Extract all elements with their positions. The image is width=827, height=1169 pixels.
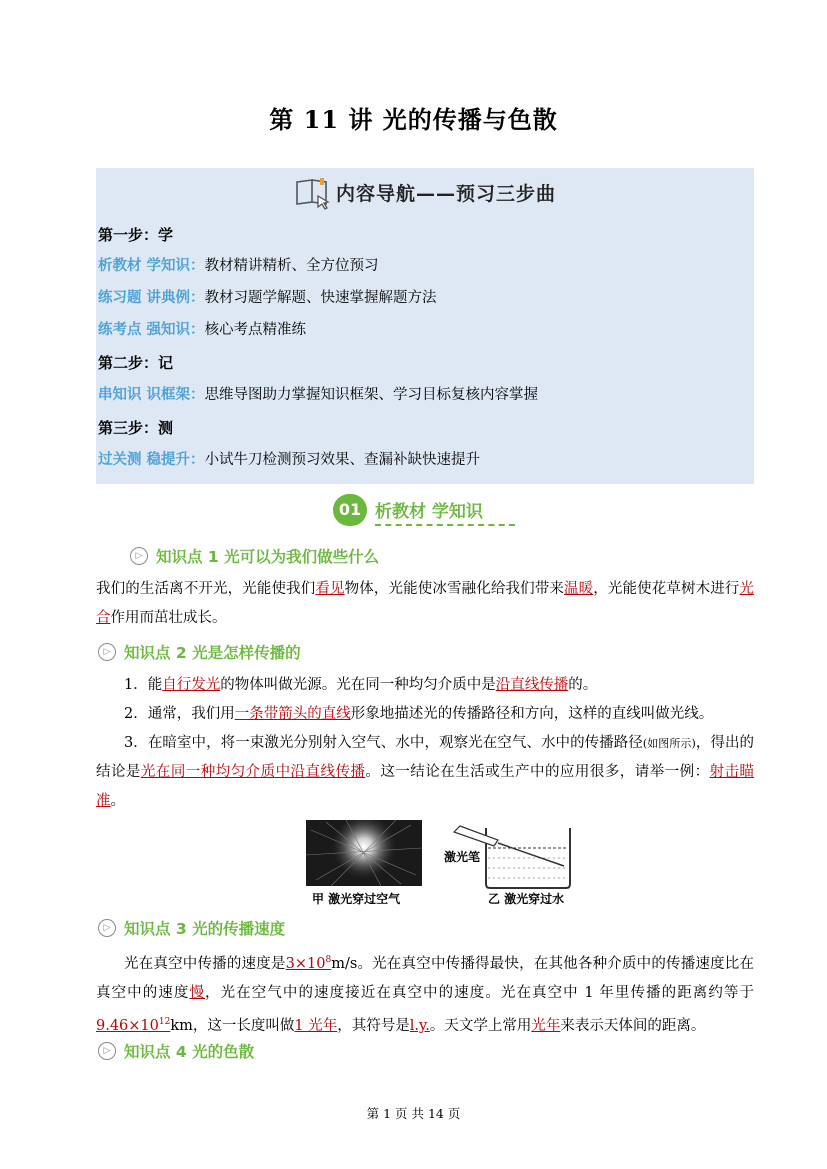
content-navigation-box bbox=[96, 168, 754, 484]
kp2-title: 知识点 2 光是怎样传播的 bbox=[124, 644, 301, 662]
answer: 1 光年 bbox=[294, 1017, 338, 1034]
text: 来表示天体间的距离。 bbox=[560, 1017, 706, 1034]
nav-item-5-text: 小试牛刀检测预习效果、查漏补缺快速提升 bbox=[204, 452, 481, 468]
answer: 慢 bbox=[189, 984, 206, 1001]
kp2-heading bbox=[98, 641, 301, 663]
step-2: 第二步：记 bbox=[98, 354, 174, 372]
text: 形象地描述光的传播路径和方向，这样的直线叫做光线。 bbox=[350, 706, 714, 722]
nav-item-5-key: 过关测 稳提升： bbox=[98, 452, 205, 468]
text: 。天文学上常用 bbox=[429, 1017, 532, 1034]
answer: 光在同一种均匀介质中沿直线传播 bbox=[140, 764, 366, 780]
text: 我们的生活离不开光，光能使我们 bbox=[96, 581, 316, 597]
book-pointer-icon bbox=[294, 174, 334, 210]
text: 物体，光能使冰雪融化给我们带来 bbox=[344, 581, 564, 597]
nav-item-2 bbox=[98, 288, 437, 308]
answer: 射击瞄准 bbox=[96, 764, 755, 809]
figure-b-label: 激光笔 bbox=[444, 850, 481, 864]
text: 3．在暗室中，将一束激光分别射入空气、水中，观察光在空气、水中的传播路径 bbox=[124, 735, 643, 751]
text: ，得出的结论是 bbox=[96, 735, 755, 780]
kp2-item-1 bbox=[96, 671, 754, 700]
text: 。这一结论在生活或生产中的应用很多，请举一例： bbox=[365, 764, 710, 780]
text: 的物体叫做光源。光在同一种均匀介质中是 bbox=[220, 677, 496, 693]
text: 的。 bbox=[568, 677, 598, 693]
kp3-title: 知识点 3 光的传播速度 bbox=[124, 920, 286, 938]
nav-item-1-key: 析教材 学知识： bbox=[98, 258, 205, 274]
nav-item-1 bbox=[98, 256, 379, 276]
section-underline bbox=[375, 524, 515, 526]
nav-item-3 bbox=[98, 320, 306, 340]
answer: 自行发光 bbox=[162, 677, 221, 693]
answer: 光合 bbox=[96, 581, 754, 626]
page-footer: 第 1 页 共 14 页 bbox=[366, 1106, 461, 1121]
text: ，光在空气中的速度接近在真空中的速度。光在真空中 1 年里传播的距离约等于 bbox=[205, 984, 754, 1001]
answer: 看见 bbox=[315, 581, 345, 597]
answer: 一条带箭头的直线 bbox=[234, 706, 351, 722]
text: m/s。光在真空中传播得最快，在其他各种介质中的传播速度比在真空中的速度 bbox=[96, 955, 755, 1001]
exponent: 12 bbox=[158, 1016, 171, 1027]
kp1-paragraph bbox=[96, 575, 754, 633]
nav-item-5 bbox=[98, 450, 480, 470]
text: 1．能 bbox=[124, 677, 163, 693]
answer: 温暖 bbox=[564, 581, 594, 597]
text: 3×10 bbox=[285, 955, 326, 972]
answer bbox=[96, 1018, 170, 1034]
section-number: 01 bbox=[333, 494, 367, 526]
nav-item-3-text: 核心考点精准练 bbox=[204, 322, 307, 338]
text: 。 bbox=[110, 793, 125, 809]
kp3-paragraph bbox=[96, 946, 754, 1041]
kp1-heading bbox=[130, 545, 379, 567]
text: 9.46×10 bbox=[96, 1017, 159, 1034]
arrow-circle-icon: ▷ bbox=[130, 547, 148, 565]
text: ，其符号是 bbox=[337, 1017, 410, 1034]
step-1: 第一步：学 bbox=[98, 226, 174, 244]
answer bbox=[286, 956, 332, 972]
nav-item-4-key: 串知识 识框架： bbox=[98, 387, 205, 403]
nav-header bbox=[96, 174, 754, 210]
kp1-title: 知识点 1 光可以为我们做些什么 bbox=[156, 548, 380, 566]
section-label: 析教材 学知识 bbox=[375, 502, 483, 522]
laser-air-image bbox=[306, 820, 422, 886]
text: 光在真空中传播的速度是 bbox=[124, 955, 286, 972]
step-3: 第三步：测 bbox=[98, 419, 174, 437]
exponent: 8 bbox=[325, 955, 332, 965]
answer: l.y. bbox=[409, 1017, 430, 1034]
kp4-heading bbox=[98, 1040, 254, 1062]
page-title: 第 11 讲 光的传播与色散 bbox=[269, 105, 558, 134]
nav-item-1-text: 教材精讲精析、全方位预习 bbox=[204, 258, 379, 274]
arrow-circle-icon: ▷ bbox=[98, 919, 116, 937]
nav-item-4 bbox=[98, 385, 538, 405]
nav-item-3-key: 练考点 强知识： bbox=[98, 322, 205, 338]
nav-item-2-text: 教材习题学解题、快速掌握解题方法 bbox=[204, 290, 437, 306]
answer: 光年 bbox=[531, 1017, 561, 1034]
kp2-item-2 bbox=[96, 700, 754, 729]
nav-header-text: 内容导航——预习三步曲 bbox=[335, 182, 556, 205]
section-badge bbox=[333, 494, 519, 526]
text: 2．通常，我们用 bbox=[124, 706, 235, 722]
nav-item-2-key: 练习题 讲典例： bbox=[98, 290, 205, 306]
text: km，这一长度叫做 bbox=[170, 1017, 295, 1034]
text: (如图所示) bbox=[642, 737, 696, 750]
text: 作用而茁壮成长。 bbox=[110, 610, 227, 626]
kp2-item-3 bbox=[96, 729, 754, 816]
figure-a-caption: 甲 激光穿过空气 bbox=[312, 892, 401, 906]
answer: 沿直线传播 bbox=[495, 677, 569, 693]
text: ，光能使花草树木进行 bbox=[593, 581, 740, 597]
figure-b-caption: 乙 激光穿过水 bbox=[488, 892, 565, 906]
kp3-heading bbox=[98, 917, 285, 939]
nav-item-4-text: 思维导图助力掌握知识框架、学习目标复核内容掌握 bbox=[204, 387, 539, 403]
arrow-circle-icon: ▷ bbox=[98, 1042, 116, 1060]
figure-laser-air bbox=[306, 820, 422, 886]
arrow-circle-icon: ▷ bbox=[98, 643, 116, 661]
kp4-title: 知识点 4 光的色散 bbox=[124, 1043, 255, 1061]
